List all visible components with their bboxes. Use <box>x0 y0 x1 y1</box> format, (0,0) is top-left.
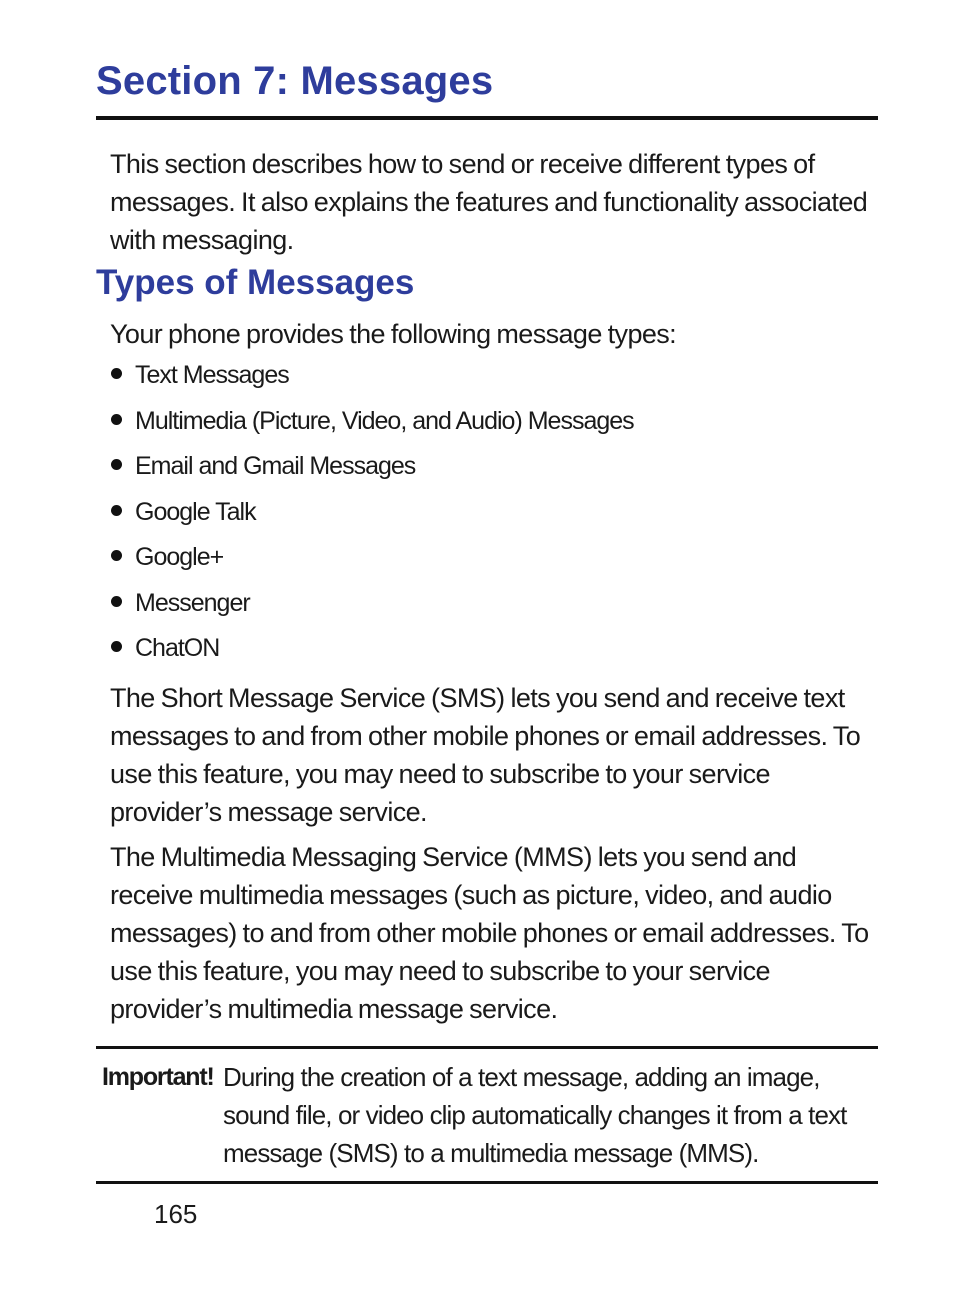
note-text: During the creation of a text message, adding an image, sound file, or video clip automatically changes it from a text message (SMS) to a multimedia message (MMS). <box>223 1062 847 1168</box>
message-types-list <box>110 355 634 674</box>
list-item <box>110 492 634 538</box>
types-lead-text: Your phone provides the following message types: <box>110 319 677 349</box>
bullet-icon <box>111 596 122 607</box>
list-item-label: Email and Gmail Messages <box>135 452 416 480</box>
list-item-label: Messenger <box>135 588 250 617</box>
list-item <box>110 401 634 447</box>
list-item <box>110 446 634 492</box>
types-heading: Types of Messages <box>96 263 415 302</box>
sms-paragraph: The Short Message Service (SMS) lets you send and receive text messages to and from other mobile phones or email addresses. To use this feature, you may need to subscribe to your service provider’s message service. <box>110 683 861 827</box>
list-item <box>110 583 634 629</box>
note-top-divider <box>96 1046 878 1049</box>
list-item-label: ChatON <box>135 634 220 662</box>
list-item <box>110 355 634 401</box>
note-bottom-divider <box>96 1181 878 1184</box>
intro-paragraph: This section describes how to send or receive different types of messages. It also explains the features and functionality associated with messaging. <box>110 149 868 255</box>
bullet-icon <box>111 505 122 516</box>
list-item <box>110 537 634 583</box>
section-title: Section 7: Messages <box>96 59 494 103</box>
mms-paragraph: The Multimedia Messaging Service (MMS) lets you send and receive multimedia messages (such as picture, video, and audio messages) to and from other mobile phones or email addresses. To use this feature, you may need to subscribe to your service provider’s multimedia message service. <box>110 842 869 1024</box>
bullet-icon <box>111 641 122 652</box>
bullet-icon <box>111 550 122 561</box>
page-number: 165 <box>154 1199 198 1229</box>
bullet-icon <box>111 368 122 379</box>
list-item-label: Google Talk <box>135 497 256 526</box>
section-divider <box>96 116 878 120</box>
note-label: Important! <box>102 1063 214 1091</box>
list-item-label: Multimedia (Picture, Video, and Audio) Messages <box>135 406 634 435</box>
list-item-label: Google+ <box>135 543 224 571</box>
list-item <box>110 628 634 674</box>
list-item-label: Text Messages <box>135 361 289 389</box>
bullet-icon <box>111 414 122 425</box>
bullet-icon <box>111 459 122 470</box>
